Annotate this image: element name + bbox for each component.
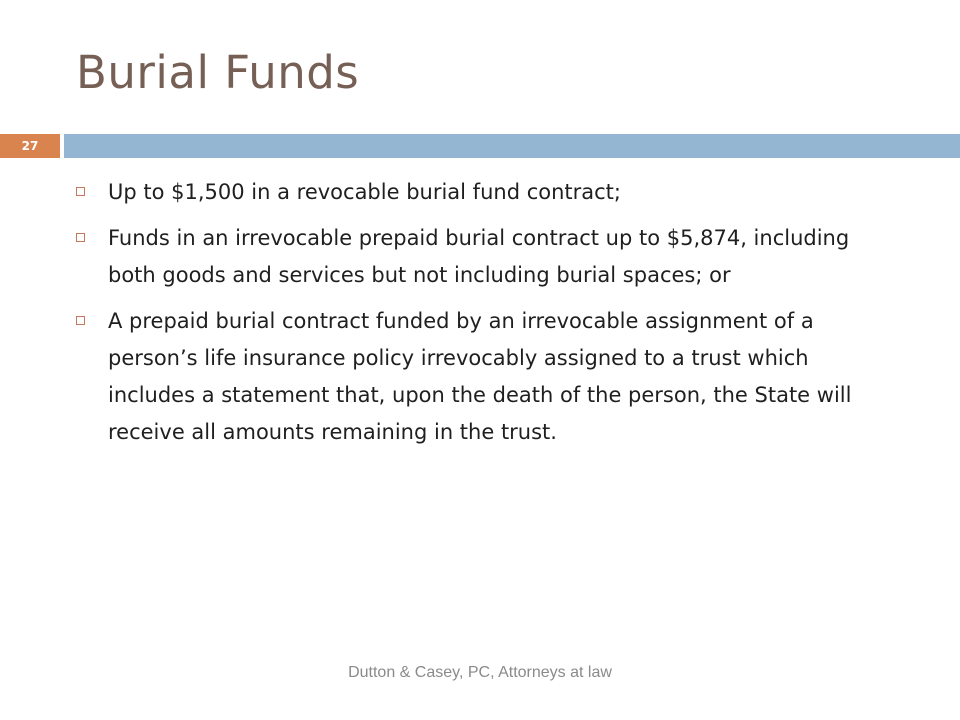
bullet-text: A prepaid burial contract funded by an irrevocable assignment of a person’s life insurance policy irrevocably assigned to a trust which includes a statement that, upon the death of the person, the State will receive all amounts remaining in the trust.	[108, 309, 852, 444]
bullet-text: Funds in an irrevocable prepaid burial contract up to $5,874, including both goods and services but not including burial spaces; or	[108, 226, 850, 287]
slide-title: Burial Funds	[76, 46, 360, 99]
square-outline-icon	[76, 187, 85, 196]
bullet-item	[76, 174, 866, 211]
page-number: 27	[21, 139, 39, 153]
bullet-list	[76, 174, 866, 460]
square-outline-icon	[76, 233, 85, 242]
square-outline-icon	[76, 316, 85, 325]
bullet-text: Up to $1,500 in a revocable burial fund contract;	[108, 180, 621, 204]
header-bar	[64, 134, 960, 158]
bullet-item	[76, 220, 866, 294]
footer-text: Dutton & Casey, PC, Attorneys at law	[348, 664, 612, 681]
bullet-item	[76, 303, 866, 451]
